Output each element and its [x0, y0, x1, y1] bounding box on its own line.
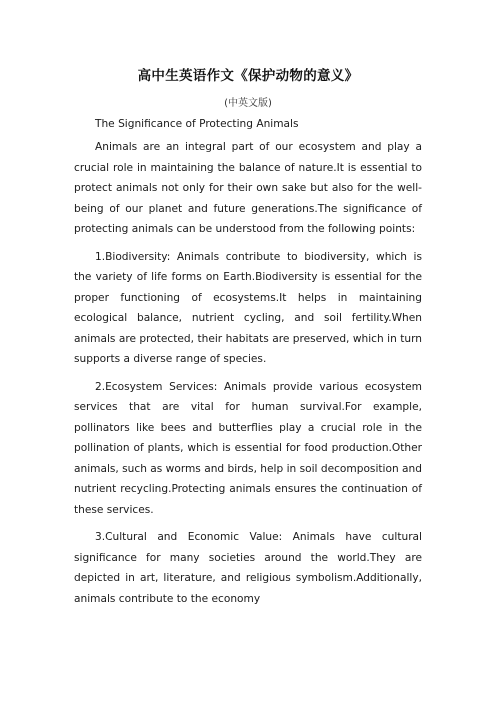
document-title: 高中生英语作文《保护动物的意义》 — [137, 68, 359, 84]
paragraph-cultural-economic-value: 3.Cultural and Economic Value: Animals have cultural significance for many societies around the world.They are depicted in art, literature, and religious symbolism.Additionally, animals contribute to the economy — [74, 531, 422, 605]
document-subtitle: (中英文版) — [224, 98, 272, 109]
essay-body — [74, 137, 422, 616]
essay-heading: The Significance of Protecting Animals — [95, 118, 299, 130]
paragraph-ecosystem-services: 2.Ecosystem Services: Animals provide various ecosystem services that are vital for human survival.For example, pollinators like bees and butterflies play a crucial role in the pollination of plants, which is essential for food production.Other animals, such as worms and birds, help in soil decomposition and nutrient recycling.Protecting animals ensures the continuation of these services. — [74, 380, 422, 516]
paragraph-intro: Animals are an integral part of our ecosystem and play a crucial role in maintaining the balance of nature.It is essential to protect animals not only for their own sake but also for the well-being of our planet and future generations.The significance of protecting animals can be understood from the following points: — [74, 141, 422, 235]
paragraph-biodiversity: 1.Biodiversity: Animals contribute to biodiversity, which is the variety of life forms on Earth.Biodiversity is essential for the proper functioning of ecosystems.It helps in maintaining ecological balance, nutrient cycling, and soil fertility.When animals are protected, their habitats are preserved, which in turn supports a diverse range of species. — [74, 250, 422, 365]
